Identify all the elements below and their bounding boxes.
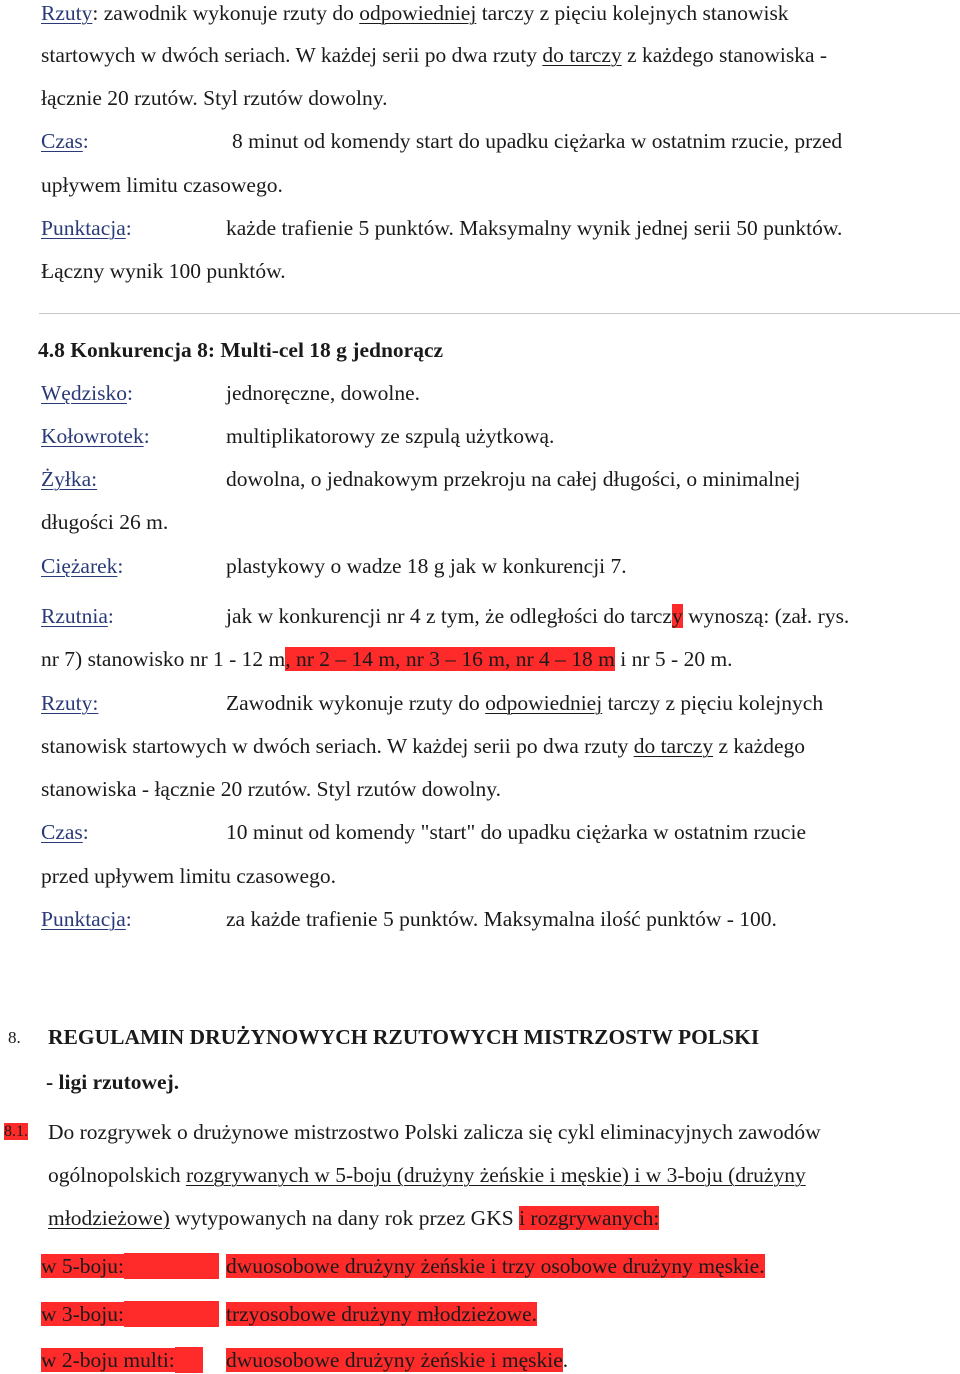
paragraph-number (4, 1122, 28, 1142)
section-number: 8. (8, 1028, 21, 1047)
team-row-label: w 5-boju: (41, 1253, 219, 1279)
section-heading: 4.8 Konkurencja 8: Multi-cel 18 g jednorącz (38, 338, 444, 362)
highlight: y (671, 604, 683, 628)
zylka-label: Żyłka: (41, 467, 98, 491)
paragraph-line-2: ogólnopolskich rozgrywanych w 5-boju (drużyny żeńskie i męskie) i w 3-boju (drużyny (48, 1163, 806, 1187)
paragraph-line-3: młodzieżowe) wytypowanych na dany rok przez GKS i rozgrywanych: (48, 1206, 660, 1230)
ciezarek-label: Ciężarek: (41, 554, 124, 578)
punktacja-label: Punktacja: (41, 216, 132, 240)
rzuty-line-1: Rzuty: zawodnik wykonuje rzuty do odpowiedniej tarczy z pięciu kolejnych stanowisk (41, 1, 789, 25)
czas-line-2: upływem limitu czasowego. (41, 173, 283, 197)
team-row-text: dwuosobowe drużyny żeńskie i męskie. (226, 1348, 569, 1372)
rzuty-line-3: łącznie 20 rzutów. Styl rzutów dowolny. (41, 86, 388, 110)
rzuty-text: Zawodnik wykonuje rzuty do odpowiedniej tarczy z pięciu kolejnych (226, 691, 824, 715)
punktacja-line-2: Łączny wynik 100 punktów. (41, 259, 286, 283)
czas-text: 8 minut od komendy start do upadku ciężarka w ostatnim rzucie, przed (232, 129, 843, 153)
punktacja-text: każde trafienie 5 punktów. Maksymalny wynik jednej serii 50 punktów. (226, 216, 843, 240)
zylka-text: dowolna, o jednakowym przekroju na całej długości, o minimalnej (226, 467, 801, 491)
rzutnia-text: jak w konkurencji nr 4 z tym, że odległości do tarczy wynoszą: (zał. rys. (226, 604, 850, 628)
team-row-text: trzyosobowe drużyny młodzieżowe. (226, 1302, 538, 1326)
rzuty-label: Rzuty (41, 1, 93, 25)
czas-label: Czas: (41, 820, 89, 844)
section-title-line-2: - ligi rzutowej. (46, 1070, 180, 1094)
team-row-text: dwuosobowe drużyny żeńskie i trzy osobowe drużyny męskie. (226, 1254, 765, 1278)
section-title: REGULAMIN DRUŻYNOWYCH RZUTOWYCH MISTRZOSTW POLSKI (48, 1025, 760, 1049)
wedzisko-label: Wędzisko: (41, 381, 133, 405)
rzuty-line-3: stanowiska - łącznie 20 rzutów. Styl rzutów dowolny. (41, 777, 501, 801)
kolowrotek-text: multiplikatorowy ze szpulą użytkową. (226, 424, 555, 448)
punktacja-label: Punktacja: (41, 907, 132, 931)
zylka-line-2: długości 26 m. (41, 510, 169, 534)
rzutnia-label: Rzutnia: (41, 604, 114, 628)
highlight: i rozgrywanych: (519, 1206, 660, 1230)
highlight: , nr 2 – 14 m, nr 3 – 16 m, nr 4 – 18 m (285, 647, 615, 671)
highlight: 8.1. (4, 1123, 28, 1140)
czas-label: Czas: (41, 129, 89, 153)
ciezarek-text: plastykowy o wadze 18 g jak w konkurencji 7. (226, 554, 627, 578)
rzuty-line-2: stanowisk startowych w dwóch seriach. W każdej serii po dwa rzuty do tarczy z każdego (41, 734, 806, 758)
rzuty-line-2: startowych w dwóch seriach. W każdej serii po dwa rzuty do tarczy z każdego stanowiska - (41, 43, 828, 67)
czas-text: 10 minut od komendy "start" do upadku ciężarka w ostatnim rzucie (226, 820, 806, 844)
czas-line-2: przed upływem limitu czasowego. (41, 864, 336, 888)
section-divider (39, 313, 960, 314)
rzutnia-line-2: nr 7) stanowisko nr 1 - 12 m, nr 2 – 14 m, nr 3 – 16 m, nr 4 – 18 m i nr 5 - 20 m. (41, 647, 733, 671)
team-row-label: w 2-boju multi: (41, 1347, 203, 1373)
team-row-label: w 3-boju: (41, 1301, 219, 1327)
wedzisko-text: jednoręczne, dowolne. (226, 381, 421, 405)
kolowrotek-label: Kołowrotek: (41, 424, 150, 448)
paragraph-line-1: Do rozgrywek o drużynowe mistrzostwo Polski zalicza się cykl eliminacyjnych zawodów (48, 1120, 821, 1144)
rzuty-label: Rzuty: (41, 691, 99, 715)
punktacja-text: za każde trafienie 5 punktów. Maksymalna ilość punktów - 100. (226, 907, 777, 931)
